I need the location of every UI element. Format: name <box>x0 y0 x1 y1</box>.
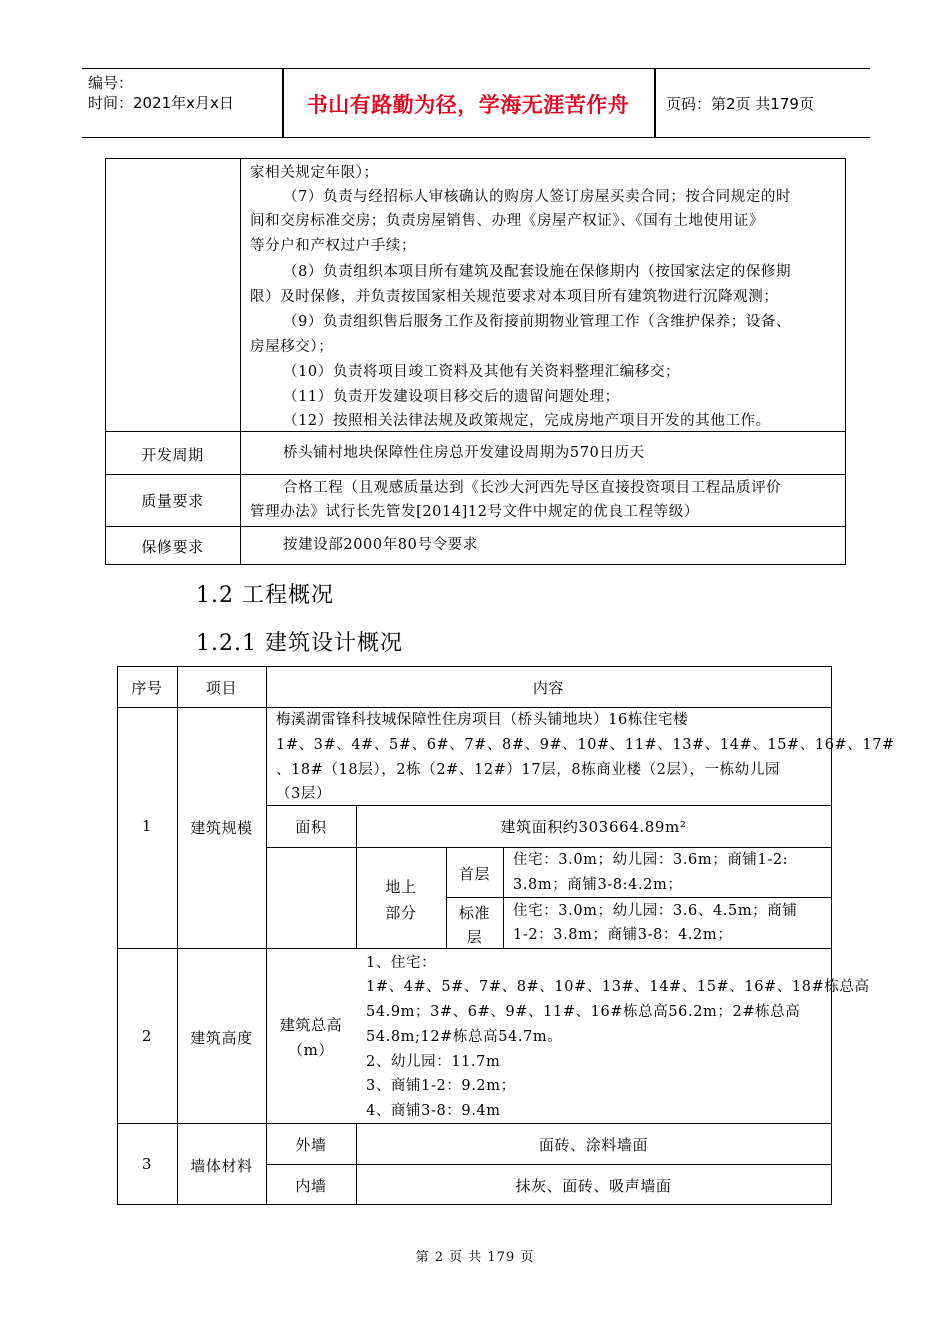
duties-line: 房屋移交）； <box>250 339 334 355</box>
row-item: 建筑高度 <box>190 1029 253 1047</box>
column-header-no: 序号 <box>131 679 163 697</box>
outer-wall-label: 外墙 <box>295 1136 327 1154</box>
warranty-label: 保修要求 <box>141 538 204 556</box>
page-footer: 第 2 页 共 179 页 <box>415 1250 535 1265</box>
header-divider <box>654 69 656 137</box>
area-value: 建筑面积约303664.89m² <box>500 818 687 836</box>
duties-line: （11）负责开发建设项目移交后的遗留问题处理； <box>283 389 620 405</box>
column-header-item: 项目 <box>205 679 238 697</box>
duties-line: 等分户和产权过户手续； <box>250 238 417 254</box>
row-item: 墙体材料 <box>190 1157 253 1175</box>
duties-line: 间和交房标准交房；负责房屋销售、办理《房屋产权证》、《国有土地使用证》 <box>250 213 764 229</box>
section-heading: 1.2 工程概况 <box>196 583 334 608</box>
above-ground-label: 部分 <box>385 904 417 922</box>
duties-line: （9）负责组织售后服务工作及衔接前期物业管理工作（含维护保养；设备、 <box>283 314 792 330</box>
duties-line: （7）负责与经招标人审核确认的购房人签订房屋买卖合同；按合同规定的时 <box>283 189 792 205</box>
standard-floor-label: 标准 <box>458 904 491 922</box>
first-floor-value-line: 3.8m；商铺3-8:4.2m； <box>513 877 683 893</box>
height-line: 2、幼儿园：11.7m <box>366 1054 501 1070</box>
row-number: 2 <box>141 1027 153 1045</box>
inner-wall-label: 内墙 <box>295 1177 327 1195</box>
warranty-value: 按建设部2000年80号令要求 <box>283 537 478 553</box>
page-header <box>82 68 870 138</box>
outer-wall-value: 面砖、涂料墙面 <box>538 1136 649 1154</box>
duties-line: （8）负责组织本项目所有建筑及配套设施在保修期内（按国家法定的保修期 <box>283 264 792 280</box>
total-height-label: 建筑总高 <box>279 1016 343 1034</box>
period-label: 开发周期 <box>141 446 204 464</box>
height-line: 1#、4#、5#、7#、8#、10#、13#、14#、15#、16#、18#栋总高 <box>366 979 870 995</box>
standard-floor-value-line: 1-2：3.8m；商铺3-8：4.2m； <box>513 927 733 943</box>
document-date: 时间：2021年x月x日 <box>88 94 234 112</box>
height-line: 54.9m；3#、6#、9#、11#、16#栋总高56.2m；2#栋总高 <box>366 1004 801 1020</box>
above-ground-label: 地上 <box>385 878 417 896</box>
first-floor-label: 首层 <box>458 865 491 883</box>
header-meta <box>88 73 234 113</box>
scale-line: （3层） <box>276 786 332 802</box>
standard-floor-label: 层 <box>466 928 483 946</box>
scale-line: 梅溪湖雷锋科技城保障性住房项目（桥头铺地块）16栋住宅楼 <box>276 712 689 728</box>
quality-label: 质量要求 <box>141 492 204 510</box>
row-number: 1 <box>141 817 153 835</box>
period-value: 桥头铺村地块保障性住房总开发建设周期为570日历天 <box>283 445 645 461</box>
scale-line: 、18#（18层），2栋（2#、12#）17层，8栋商业楼（2层），一栋幼儿园 <box>276 762 781 778</box>
height-line: 54.8m;12#栋总高54.7m。 <box>366 1029 563 1045</box>
row-item: 建筑规模 <box>190 819 253 837</box>
total-height-unit: （m） <box>287 1041 335 1059</box>
column-header-content: 内容 <box>532 679 565 697</box>
header-motto: 书山有路勤为径，学海无涯苦作舟 <box>306 93 630 117</box>
subsection-heading: 1.2.1 建筑设计概况 <box>196 631 403 656</box>
inner-wall-value: 抹灰、面砖、吸声墙面 <box>515 1177 672 1195</box>
height-line: 1、住宅： <box>366 955 437 971</box>
duties-line: 限）及时保修，并负责按国家相关规范要求对本项目所有建筑物进行沉降观测； <box>250 289 779 305</box>
height-line: 3、商铺1-2：9.2m； <box>366 1078 516 1094</box>
height-line: 4、商铺3-8：9.4m <box>366 1103 501 1119</box>
quality-value-line: 合格工程（且观感质量达到《长沙大河西先导区直接投资项目工程品质评价 <box>283 480 782 496</box>
duties-line: 家相关规定年限）； <box>250 165 379 181</box>
duties-line: （12）按照相关法律法规及政策规定，完成房地产项目开发的其他工作。 <box>283 413 771 429</box>
row-number: 3 <box>141 1155 153 1173</box>
first-floor-value-line: 住宅：3.0m；幼儿园：3.6m；商铺1-2: <box>513 852 789 868</box>
scale-line: 1#、3#、4#、5#、6#、7#、8#、9#、10#、11#、13#、14#、15#、16#、17# <box>276 737 895 753</box>
standard-floor-value-line: 住宅：3.0m；幼儿园：3.6、4.5m；商铺 <box>513 903 798 919</box>
duties-line: （10）负责将项目竣工资料及其他有关资料整理汇编移交； <box>283 364 681 380</box>
quality-value-line: 管理办法》试行长先管发[2014]12号文件中规定的优良工程等级） <box>250 504 699 520</box>
document-number: 编号： <box>88 74 134 92</box>
header-page-number: 页码：第2页 共179页 <box>666 95 814 113</box>
area-label: 面积 <box>295 818 327 836</box>
